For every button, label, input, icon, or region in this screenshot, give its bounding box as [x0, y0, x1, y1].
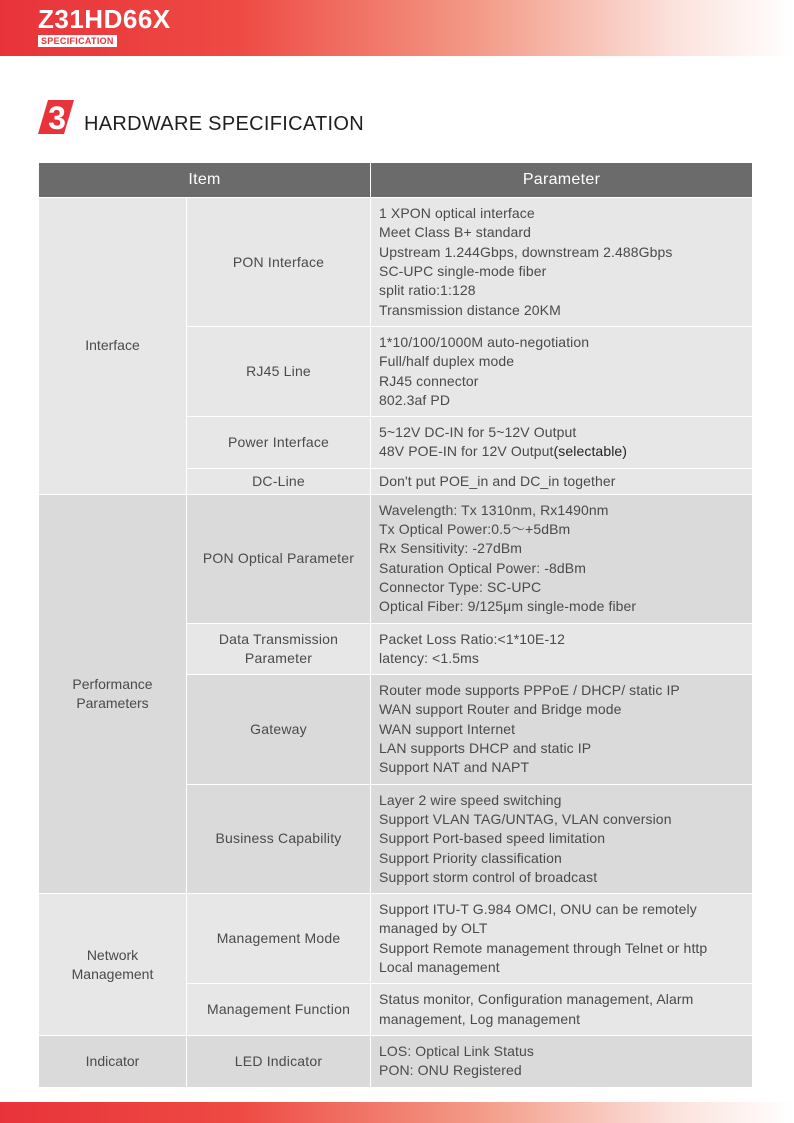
section-title: HARDWARE SPECIFICATION [84, 113, 364, 135]
table-row [39, 894, 753, 984]
specification-tag: SPECIFICATION [38, 35, 117, 47]
model-name: Z31HD66X [38, 4, 171, 34]
param-gateway: Router mode supports PPPoE / DHCP/ static IP WAN support Router and Bridge mode WAN support Internet LAN supports DHCP and static IP Support NAT and NAPT [371, 675, 753, 784]
table-row [39, 1035, 753, 1087]
param-data-transmission-parameter: Packet Loss Ratio:<1*10E-12 latency: <1.5ms [371, 623, 753, 675]
item-business-capability: Business Capability [187, 784, 371, 893]
param-dc-line: Don't put POE_in and DC_in together [371, 468, 753, 494]
param-management-function: Status monitor, Configuration management, Alarm management, Log management [371, 984, 753, 1036]
section-number-badge [38, 100, 74, 134]
item-pon-interface: PON Interface [187, 198, 371, 327]
table-row [39, 494, 753, 623]
item-management-function: Management Function [187, 984, 371, 1036]
item-pon-optical-parameter: PON Optical Parameter [187, 494, 371, 623]
item-power-interface: Power Interface [187, 417, 371, 469]
group-label-indicator: Indicator [39, 1035, 187, 1087]
column-header-item: Item [39, 163, 371, 198]
column-header-parameter: Parameter [371, 163, 753, 198]
param-pon-optical-parameter: Wavelength: Tx 1310nm, Rx1490nm Tx Optical Power:0.5～+5dBm Rx Sensitivity: -27dBm Saturation Optical Power: -8dBm Connector Type: SC-UPC Optical Fiber: 9/125μm single-mode fiber [371, 494, 753, 623]
footer-banner [0, 1102, 794, 1123]
group-label-performance-parameters: Performance Parameters [39, 494, 187, 893]
item-gateway: Gateway [187, 675, 371, 784]
table-row [39, 198, 753, 327]
hardware-spec-table [38, 162, 753, 1088]
table-header-row [39, 163, 753, 198]
param-business-capability: Layer 2 wire speed switching Support VLAN TAG/UNTAG, VLAN conversion Support Port-based speed limitation Support Priority classification Support storm control of broadcast [371, 784, 753, 893]
group-label-interface: Interface [39, 198, 187, 495]
param-pon-interface: 1 XPON optical interface Meet Class B+ standard Upstream 1.244Gbps, downstream 2.488Gbps SC-UPC single-mode fiber split ratio:1:128 Transmission distance 20KM [371, 198, 753, 327]
section-heading [38, 100, 538, 142]
item-dc-line: DC-Line [187, 468, 371, 494]
param-led-indicator: LOS: Optical Link Status PON: ONU Registered [371, 1035, 753, 1087]
group-label-network-management: Network Management [39, 894, 187, 1036]
item-rj45-line: RJ45 Line [187, 327, 371, 417]
param-rj45-line: 1*10/100/1000M auto-negotiation Full/half duplex mode RJ45 connector 802.3af PD [371, 327, 753, 417]
header-banner [0, 0, 794, 56]
param-power-interface: 5~12V DC-IN for 5~12V Output 48V POE-IN for 12V Output(selectable) [371, 417, 753, 469]
param-management-mode: Support ITU-T G.984 OMCI, ONU can be remotely managed by OLT Support Remote management through Telnet or http Local management [371, 894, 753, 984]
section-number: 3 [48, 100, 66, 134]
item-data-transmission-parameter: Data Transmission Parameter [187, 623, 371, 675]
item-led-indicator: LED Indicator [187, 1035, 371, 1087]
item-management-mode: Management Mode [187, 894, 371, 984]
